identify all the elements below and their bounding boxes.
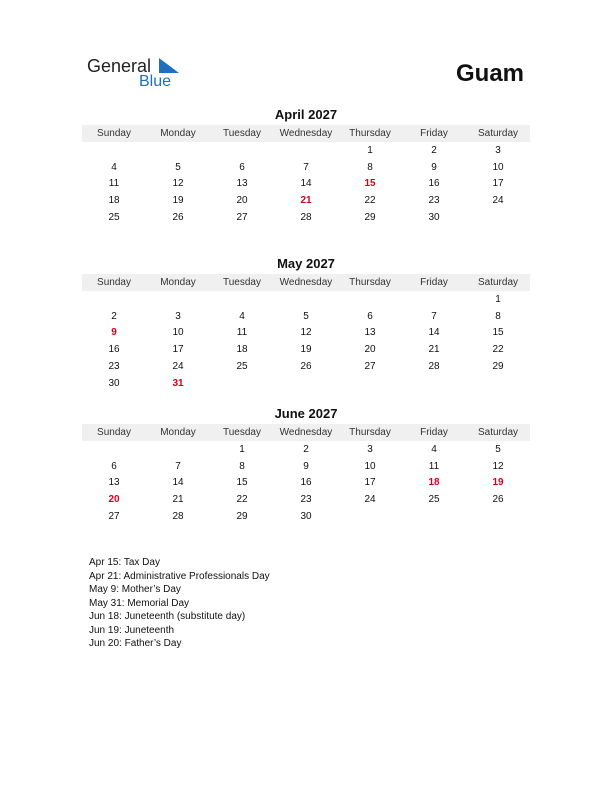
week-row bbox=[82, 508, 530, 525]
day-cell: 5 bbox=[175, 161, 181, 173]
day-cell: 11 bbox=[236, 327, 248, 339]
weekday-label: Thursday bbox=[349, 277, 391, 288]
day-cell: 28 bbox=[172, 511, 184, 523]
month-june bbox=[82, 405, 530, 525]
day-cell: 14 bbox=[172, 477, 184, 489]
day-cell: 11 bbox=[108, 178, 120, 190]
day-cell: 24 bbox=[364, 494, 376, 506]
day-cell: 2 bbox=[303, 443, 309, 455]
day-cell: 24 bbox=[492, 195, 504, 207]
day-cell: 6 bbox=[239, 161, 245, 173]
day-cell: 12 bbox=[300, 327, 312, 339]
week-row bbox=[82, 176, 530, 193]
holiday-item: May 31: Memorial Day bbox=[89, 597, 190, 609]
day-cell: 29 bbox=[236, 511, 248, 523]
day-cell: 13 bbox=[236, 178, 248, 190]
day-cell: 22 bbox=[492, 344, 504, 356]
weekday-label: Friday bbox=[420, 277, 448, 288]
day-cell: 11 bbox=[428, 460, 440, 472]
month-title: June 2027 bbox=[274, 406, 338, 421]
day-cell: 7 bbox=[431, 310, 437, 322]
logo-general-text: General bbox=[87, 56, 152, 76]
day-cell: 21 bbox=[428, 344, 440, 356]
week-row bbox=[82, 291, 530, 308]
logo-flag-icon bbox=[157, 58, 179, 74]
week-row bbox=[82, 209, 530, 226]
day-cell: 6 bbox=[111, 460, 117, 472]
day-cell: 15 bbox=[236, 477, 248, 489]
day-cell: 18 bbox=[428, 477, 440, 489]
week-row bbox=[82, 358, 530, 375]
weekday-label: Friday bbox=[420, 427, 448, 438]
day-cell: 30 bbox=[300, 511, 312, 523]
holiday-item: Apr 15: Tax Day bbox=[89, 557, 160, 568]
day-cell: 23 bbox=[108, 361, 120, 373]
day-cell: 2 bbox=[111, 310, 117, 322]
day-cell: 10 bbox=[364, 460, 376, 472]
day-cell: 20 bbox=[108, 494, 120, 506]
day-cell: 21 bbox=[172, 494, 184, 506]
weekday-label: Friday bbox=[420, 128, 448, 139]
week-row bbox=[82, 341, 530, 358]
day-cell: 16 bbox=[428, 178, 440, 190]
holiday-item: Jun 20: Father’s Day bbox=[89, 638, 182, 649]
weekday-header bbox=[82, 274, 530, 291]
weekday-label: Monday bbox=[160, 277, 196, 288]
day-cell: 29 bbox=[364, 212, 376, 224]
weekday-label: Saturday bbox=[477, 277, 519, 288]
weekday-label: Wednesday bbox=[279, 128, 333, 139]
weekday-label: Sunday bbox=[97, 128, 131, 139]
day-cell: 20 bbox=[236, 195, 248, 207]
day-cell: 4 bbox=[111, 161, 117, 173]
weekday-label: Saturday bbox=[477, 128, 519, 139]
weekday-label: Sunday bbox=[97, 427, 131, 438]
day-cell: 1 bbox=[239, 443, 245, 455]
weekday-label: Sunday bbox=[97, 277, 131, 288]
weekday-label: Tuesday bbox=[223, 277, 261, 288]
day-cell: 14 bbox=[428, 327, 440, 339]
weekday-header bbox=[82, 424, 530, 441]
day-cell: 18 bbox=[108, 195, 120, 207]
weekday-label: Tuesday bbox=[223, 427, 261, 438]
weekday-label: Thursday bbox=[349, 427, 391, 438]
day-cell: 9 bbox=[111, 327, 117, 339]
week-row bbox=[82, 491, 530, 508]
day-cell: 22 bbox=[364, 195, 376, 207]
day-cell: 14 bbox=[300, 178, 312, 190]
day-cell: 31 bbox=[172, 377, 184, 389]
holiday-item: Jun 18: Juneteenth (substitute day) bbox=[89, 611, 246, 622]
holiday-item: Apr 21: Administrative Professionals Day bbox=[89, 570, 270, 582]
day-cell: 16 bbox=[108, 344, 120, 356]
day-cell: 9 bbox=[303, 460, 309, 472]
day-cell: 12 bbox=[172, 178, 184, 190]
day-cell: 29 bbox=[492, 361, 504, 373]
day-cell: 4 bbox=[431, 443, 437, 455]
day-cell: 7 bbox=[303, 161, 309, 173]
week-row bbox=[82, 192, 530, 209]
weekday-label: Tuesday bbox=[223, 128, 261, 139]
month-title: April 2027 bbox=[274, 107, 338, 122]
weekday-header bbox=[82, 125, 530, 142]
day-cell: 7 bbox=[175, 460, 181, 472]
generalblue-logo bbox=[87, 56, 197, 92]
day-cell: 24 bbox=[172, 361, 184, 373]
day-cell: 3 bbox=[367, 443, 373, 455]
day-cell: 1 bbox=[495, 293, 501, 305]
week-row bbox=[82, 159, 530, 176]
weekday-label: Saturday bbox=[477, 427, 519, 438]
day-cell: 4 bbox=[239, 310, 245, 322]
day-cell: 30 bbox=[108, 377, 120, 389]
week-row bbox=[82, 458, 530, 475]
day-cell: 12 bbox=[492, 460, 504, 472]
day-cell: 28 bbox=[428, 361, 440, 373]
day-cell: 21 bbox=[300, 195, 312, 207]
day-cell: 16 bbox=[300, 477, 312, 489]
month-title: May 2027 bbox=[277, 256, 335, 271]
day-cell: 23 bbox=[300, 494, 312, 506]
day-cell: 19 bbox=[492, 477, 504, 489]
day-cell: 20 bbox=[364, 344, 376, 356]
day-cell: 3 bbox=[495, 144, 501, 156]
weekday-label: Thursday bbox=[349, 128, 391, 139]
day-cell: 15 bbox=[492, 327, 504, 339]
day-cell: 5 bbox=[495, 443, 501, 455]
day-cell: 25 bbox=[428, 494, 440, 506]
day-cell: 23 bbox=[428, 195, 440, 207]
day-cell: 8 bbox=[495, 310, 501, 322]
holiday-item: May 9: Mother’s Day bbox=[89, 584, 181, 595]
day-cell: 28 bbox=[300, 212, 312, 224]
weekday-label: Monday bbox=[160, 128, 196, 139]
day-cell: 26 bbox=[492, 494, 504, 506]
day-cell: 26 bbox=[300, 361, 312, 373]
day-cell: 1 bbox=[367, 144, 373, 156]
day-cell: 17 bbox=[364, 477, 376, 489]
week-row bbox=[82, 475, 530, 492]
day-cell: 27 bbox=[236, 212, 248, 224]
week-row bbox=[82, 441, 530, 458]
weekday-label: Monday bbox=[160, 427, 196, 438]
week-row bbox=[82, 308, 530, 325]
week-row bbox=[82, 375, 530, 392]
holiday-list bbox=[89, 556, 270, 651]
day-cell: 27 bbox=[108, 511, 120, 523]
day-cell: 25 bbox=[236, 361, 248, 373]
day-cell: 13 bbox=[364, 327, 376, 339]
day-cell: 8 bbox=[367, 161, 373, 173]
holiday-item: Jun 19: Juneteenth bbox=[89, 624, 175, 636]
month-april bbox=[82, 106, 530, 226]
month-may bbox=[82, 255, 530, 392]
day-cell: 5 bbox=[303, 310, 309, 322]
week-row bbox=[82, 325, 530, 342]
weekday-label: Wednesday bbox=[279, 427, 333, 438]
day-cell: 10 bbox=[172, 327, 184, 339]
day-cell: 9 bbox=[431, 161, 437, 173]
day-cell: 13 bbox=[108, 477, 120, 489]
day-cell: 18 bbox=[236, 344, 248, 356]
country-title: Guam bbox=[455, 60, 524, 87]
day-cell: 10 bbox=[492, 161, 504, 173]
day-cell: 17 bbox=[172, 344, 184, 356]
day-cell: 3 bbox=[175, 310, 181, 322]
day-cell: 8 bbox=[239, 460, 245, 472]
day-cell: 22 bbox=[236, 494, 248, 506]
week-row bbox=[82, 142, 530, 159]
weekday-label: Wednesday bbox=[279, 277, 333, 288]
day-cell: 27 bbox=[364, 361, 376, 373]
day-cell: 2 bbox=[431, 144, 437, 156]
day-cell: 30 bbox=[428, 212, 440, 224]
logo-blue-text: Blue bbox=[139, 73, 172, 90]
day-cell: 25 bbox=[108, 212, 120, 224]
day-cell: 26 bbox=[172, 212, 184, 224]
day-cell: 15 bbox=[364, 178, 376, 190]
day-cell: 19 bbox=[172, 195, 184, 207]
day-cell: 17 bbox=[492, 178, 504, 190]
day-cell: 19 bbox=[300, 344, 312, 356]
day-cell: 6 bbox=[367, 310, 373, 322]
